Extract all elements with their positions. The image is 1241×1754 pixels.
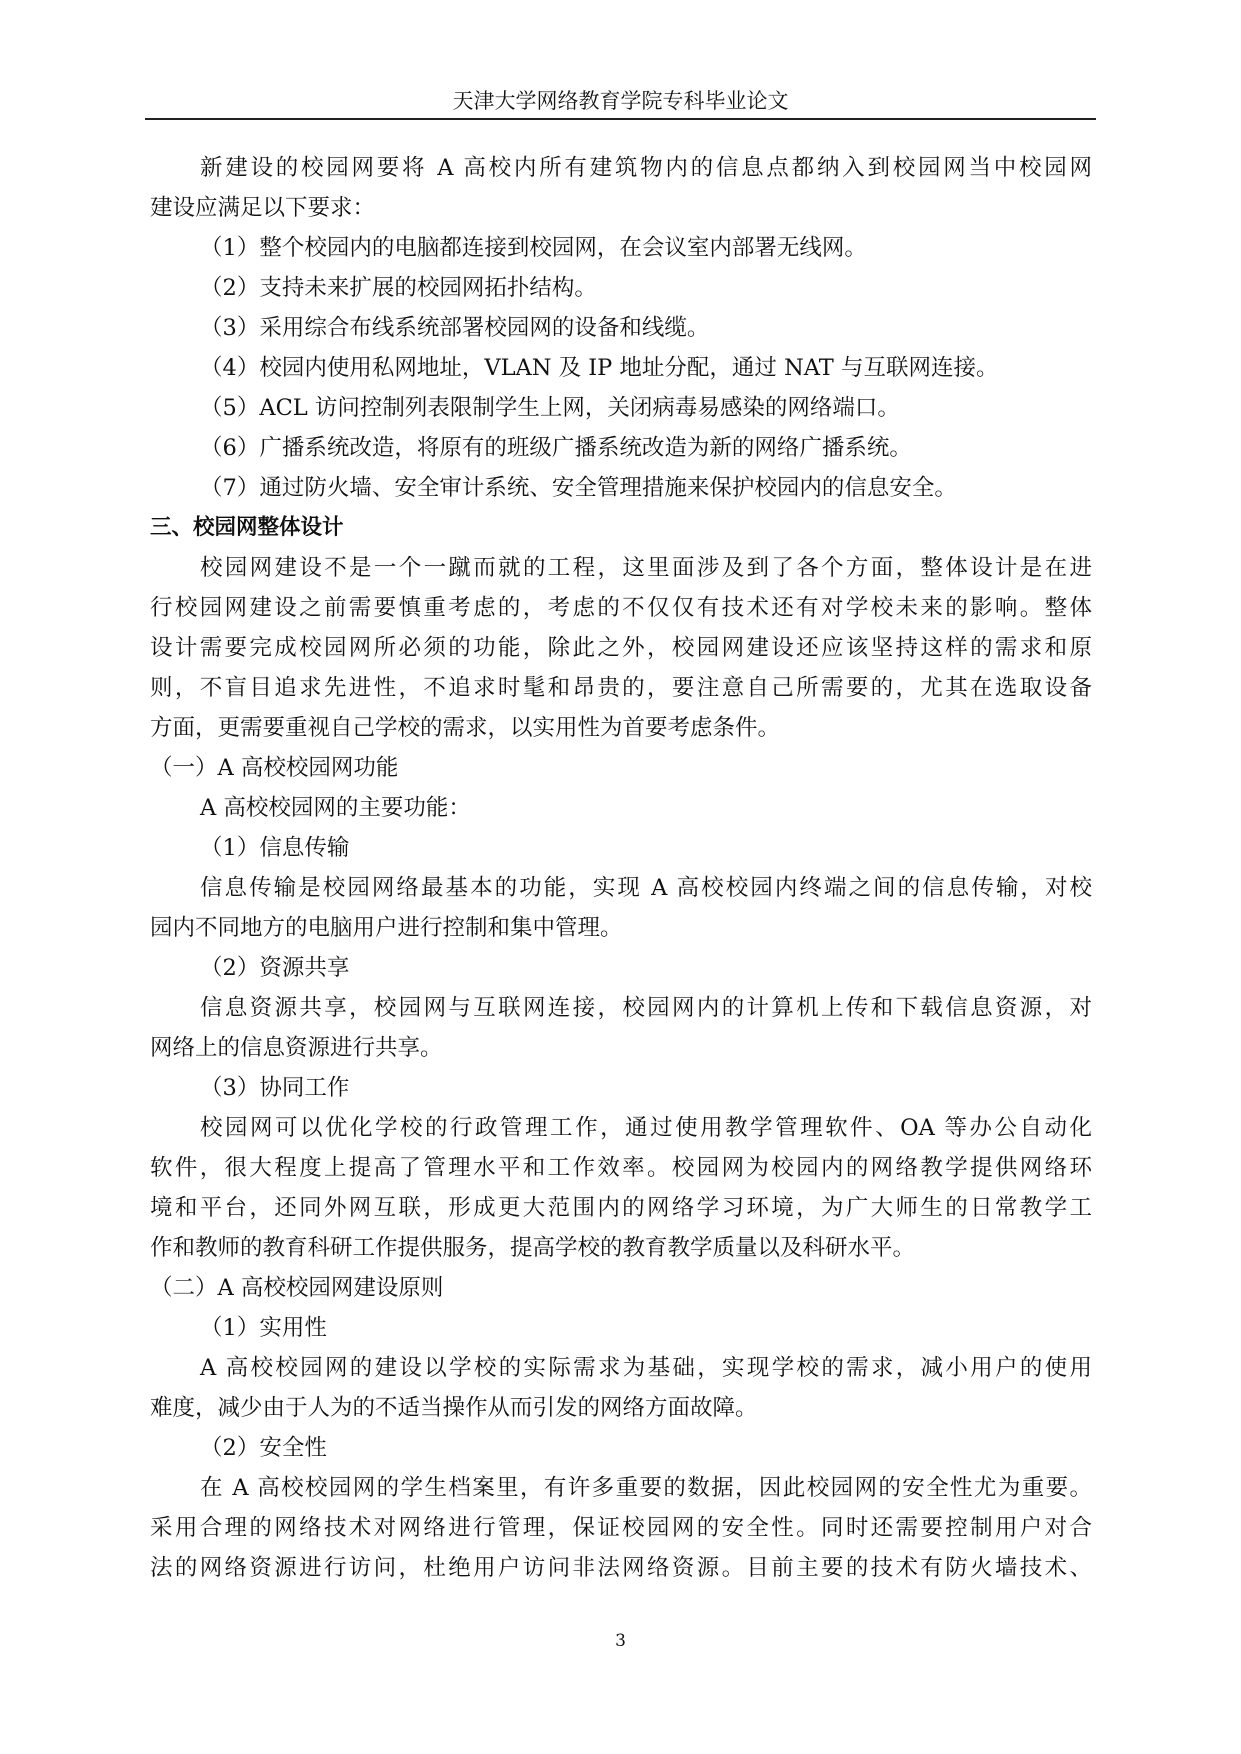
text-line: 难度，减少由于人为的不适当操作从而引发的网络方面故障。 [150, 1395, 758, 1421]
text-line: 校园网可以优化学校的行政管理工作，通过使用教学管理软件、OA 等办公自动化 [200, 1115, 1092, 1141]
text-line: （2）资源共享 [200, 955, 350, 981]
text-line: （1）整个校园内的电脑都连接到校园网，在会议室内部署无线网。 [200, 235, 867, 261]
text-line: （3）协同工作 [200, 1075, 350, 1101]
text-line: 新建设的校园网要将 A 高校内所有建筑物内的信息点都纳入到校园网当中校园网 [200, 155, 1092, 181]
text-line: 境和平台，还同外网互联，形成更大范围内的网络学习环境，为广大师生的日常教学工 [150, 1195, 1092, 1221]
text-line: 设计需要完成校园网所必须的功能，除此之外，校园网建设还应该坚持这样的需求和原 [150, 635, 1092, 661]
text-line: 则，不盲目追求先进性，不追求时髦和昂贵的，要注意自己所需要的，尤其在选取设备 [150, 675, 1092, 701]
text-line: （3）采用综合布线系统部署校园网的设备和线缆。 [200, 315, 710, 341]
text-line: 方面，更需要重视自己学校的需求，以实用性为首要考虑条件。 [150, 715, 781, 741]
text-line: （6）广播系统改造，将原有的班级广播系统改造为新的网络广播系统。 [200, 435, 912, 461]
text-line: 行校园网建设之前需要慎重考虑的，考虑的不仅仅有技术还有对学校未来的影响。整体 [150, 595, 1092, 621]
text-line: 在 A 高校校园网的学生档案里，有许多重要的数据，因此校园网的安全性尤为重要。 [200, 1475, 1092, 1501]
text-line: 信息传输是校园网络最基本的功能，实现 A 高校校园内终端之间的信息传输，对校 [200, 875, 1092, 901]
subsection-heading: （二）A 高校校园网建设原则 [150, 1275, 444, 1301]
page-number: 3 [615, 1631, 626, 1651]
text-line: 网络上的信息资源进行共享。 [150, 1035, 443, 1061]
text-line: 作和教师的教育科研工作提供服务，提高学校的教育教学质量以及科研水平。 [150, 1235, 916, 1261]
text-line: 校园网建设不是一个一蹴而就的工程，这里面涉及到了各个方面，整体设计是在进 [200, 555, 1092, 581]
text-line: （2）支持未来扩展的校园网拓扑结构。 [200, 275, 597, 301]
body-text [150, 148, 1092, 1588]
text-line: A 高校校园网的主要功能： [200, 795, 471, 821]
text-line: （4）校园内使用私网地址，VLAN 及 IP 地址分配，通过 NAT 与互联网连接。 [200, 355, 999, 381]
text-line: （7）通过防火墙、安全审计系统、安全管理措施来保护校园内的信息安全。 [200, 475, 957, 501]
text-line: 采用合理的网络技术对网络进行管理，保证校园网的安全性。同时还需要控制用户对合 [150, 1515, 1092, 1541]
text-line: 建设应满足以下要求： [150, 195, 376, 221]
text-line: （5）ACL 访问控制列表限制学生上网，关闭病毒易感染的网络端口。 [200, 395, 900, 421]
section-heading: 三、校园网整体设计 [150, 515, 344, 540]
header-rule [145, 118, 1096, 120]
text-line: 信息资源共享，校园网与互联网连接，校园网内的计算机上传和下载信息资源，对 [200, 995, 1092, 1021]
text-line: 法的网络资源进行访问，杜绝用户访问非法网络资源。目前主要的技术有防火墙技术、 [150, 1555, 1092, 1581]
text-line: 软件，很大程度上提高了管理水平和工作效率。校园网为校园内的网络教学提供网络环 [150, 1155, 1092, 1181]
text-line: （2）安全性 [200, 1435, 327, 1461]
text-line: （1）实用性 [200, 1315, 327, 1341]
text-line: 园内不同地方的电脑用户进行控制和集中管理。 [150, 915, 623, 941]
running-header: 天津大学网络教育学院专科毕业论文 [452, 89, 789, 113]
text-line: A 高校校园网的建设以学校的实际需求为基础，实现学校的需求，减小用户的使用 [200, 1355, 1092, 1381]
text-line: （1）信息传输 [200, 835, 350, 861]
subsection-heading: （一）A 高校校园网功能 [150, 755, 399, 781]
